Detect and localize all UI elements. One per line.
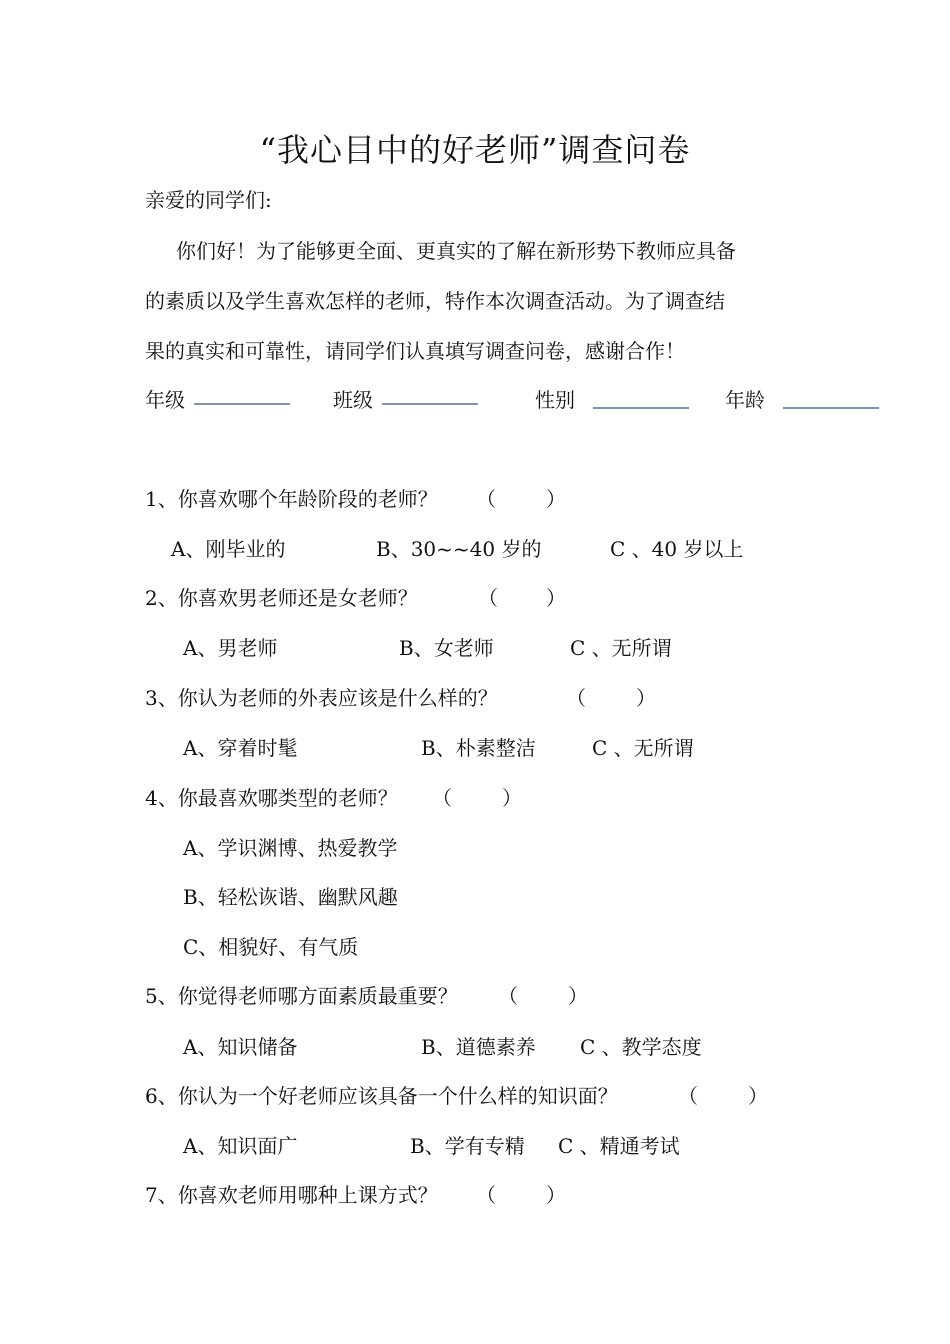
question-5-option-c[interactable]: C 、教学态度 [580, 1035, 702, 1059]
age-label: 年龄 [725, 388, 765, 412]
question-7: 7、你喜欢老师用哪种上课方式？ [145, 1183, 438, 1207]
class-label: 班级 [333, 388, 373, 412]
gender-label: 性别 [535, 388, 575, 412]
answer-paren-close-1: ） [546, 487, 566, 511]
intro-line-1: 你们好！为了能够更全面、更真实的了解在新形势下教师应具备 [176, 239, 736, 263]
intro-line-2: 的素质以及学生喜欢怎样的老师，特作本次调查活动。为了调查结 [145, 289, 725, 313]
question-3-option-c[interactable]: C 、无所谓 [592, 736, 694, 760]
question-3-option-b[interactable]: B、朴素整洁 [421, 736, 536, 760]
question-6: 6、你认为一个好老师应该具备一个什么样的知识面？ [145, 1084, 618, 1108]
question-1: 1、你喜欢哪个年龄阶段的老师？ [145, 487, 438, 511]
question-2-option-b[interactable]: B、女老师 [399, 636, 494, 660]
answer-paren-close-3: ） [636, 686, 656, 710]
question-4-option-b[interactable]: B、轻松诙谐、幽默风趣 [183, 885, 398, 909]
question-6-option-b[interactable]: B、学有专精 [410, 1134, 525, 1158]
question-6-option-a[interactable]: A、知识面广 [183, 1134, 298, 1158]
question-5-option-b[interactable]: B、道德素养 [421, 1035, 536, 1059]
answer-paren-close-2: ） [546, 586, 566, 610]
answer-paren-close-4: ） [502, 786, 522, 810]
grade-label: 年级 [145, 388, 185, 412]
age-blank[interactable] [783, 407, 879, 409]
question-5: 5、你觉得老师哪方面素质最重要？ [145, 984, 458, 1008]
question-4-option-a[interactable]: A、学识渊博、热爱教学 [183, 836, 398, 860]
answer-paren-open-6: （ [678, 1084, 698, 1108]
question-4-option-c[interactable]: C、相貌好、有气质 [183, 935, 359, 959]
question-2-option-c[interactable]: C 、无所谓 [570, 636, 672, 660]
intro-line-3: 果的真实和可靠性，请同学们认真填写调查问卷，感谢合作！ [145, 339, 685, 363]
greeting: 亲爱的同学们: [145, 188, 272, 212]
document-title: “我心目中的好老师”调查问卷 [259, 131, 691, 169]
question-1-option-a[interactable]: A、刚毕业的 [171, 537, 286, 561]
question-1-option-c[interactable]: C 、40 岁以上 [610, 537, 744, 561]
answer-paren-open-4: （ [432, 786, 452, 810]
question-2: 2、你喜欢男老师还是女老师？ [145, 586, 418, 610]
answer-paren-open-2: （ [478, 586, 498, 610]
answer-paren-open-3: （ [566, 686, 586, 710]
answer-paren-close-7: ） [546, 1183, 566, 1207]
student-info-row [145, 385, 885, 417]
question-6-option-c[interactable]: C 、精通考试 [558, 1134, 680, 1158]
question-1-option-b[interactable]: B、30~~40 岁的 [376, 537, 542, 561]
gender-blank[interactable] [593, 407, 689, 409]
question-4: 4、你最喜欢哪类型的老师？ [145, 786, 398, 810]
grade-blank[interactable] [194, 403, 290, 405]
question-3: 3、你认为老师的外表应该是什么样的？ [145, 686, 498, 710]
answer-paren-close-6: ） [748, 1084, 768, 1108]
question-5-option-a[interactable]: A、知识储备 [183, 1035, 298, 1059]
answer-paren-open-5: （ [498, 984, 518, 1008]
answer-paren-open-7: （ [476, 1183, 496, 1207]
answer-paren-open-1: （ [476, 487, 496, 511]
answer-paren-close-5: ） [568, 984, 588, 1008]
question-3-option-a[interactable]: A、穿着时髦 [183, 736, 298, 760]
class-blank[interactable] [382, 403, 478, 405]
question-2-option-a[interactable]: A、男老师 [183, 636, 278, 660]
